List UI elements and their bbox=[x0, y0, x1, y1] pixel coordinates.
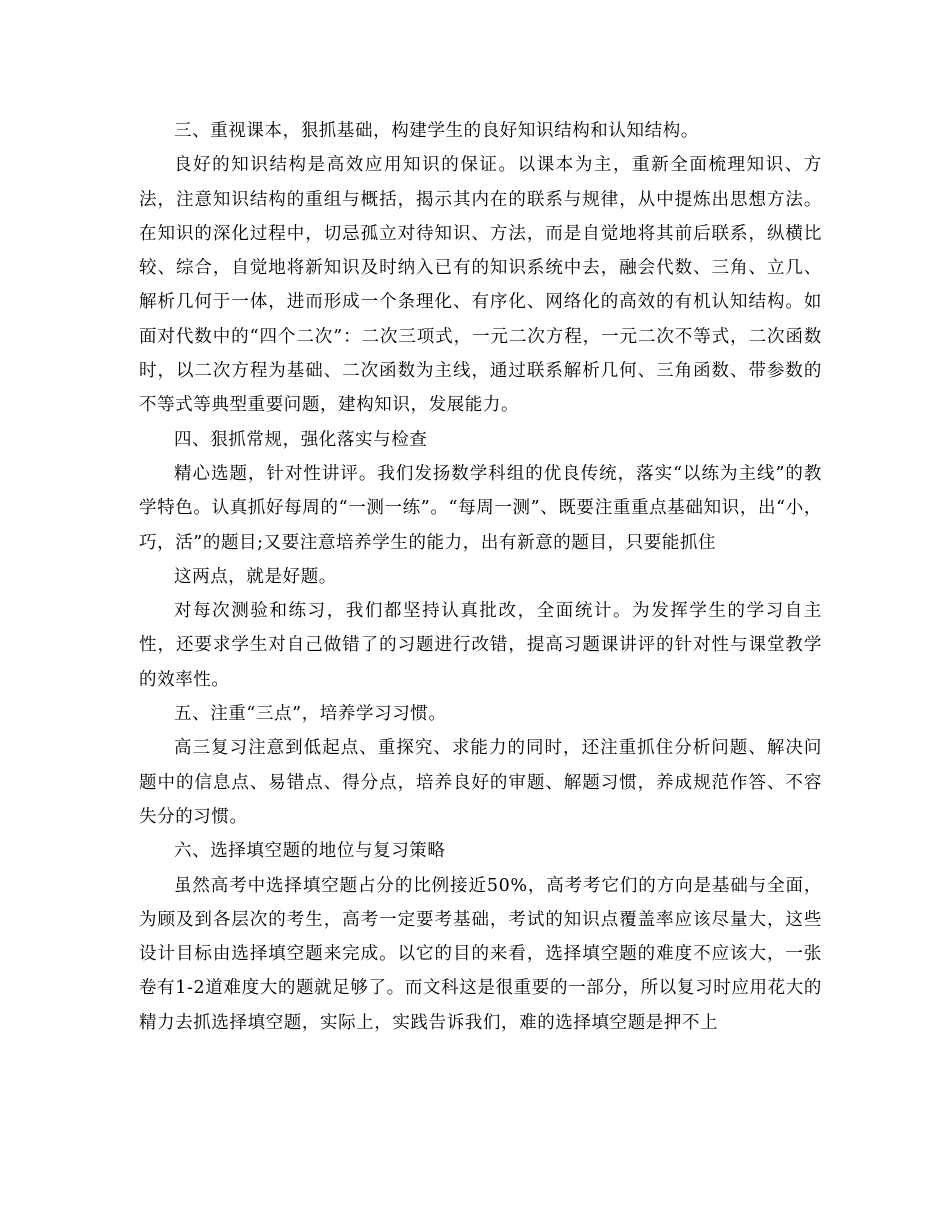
section-heading-5: 五、注重“三点”，培养学习习惯。 bbox=[174, 704, 447, 725]
body-paragraph: 这两点，就是好题。 bbox=[174, 566, 337, 587]
section-heading-4: 四、狠抓常规，强化落实与检查 bbox=[174, 429, 428, 450]
body-paragraph: 精心选题，针对性讲评。我们发扬数学科组的优良传统，落实“以练为主线”的教学特色。认真抓好每周的“一测一练”。“每周一测”、既要注重重点基础知识，出“小，巧，活”的题目;又要注意培养学生的能力，出有新意的题目，只要能抓住 bbox=[139, 463, 822, 553]
body-paragraph: 对每次测验和练习，我们都坚持认真批改，全面统计。为发挥学生的学习自主性，还要求学生对自己做错了的习题进行改错，提高习题课讲评的针对性与课堂教学的效率性。 bbox=[139, 601, 822, 690]
body-paragraph: 良好的知识结构是高效应用知识的保证。以课本为主，重新全面梳理知识、方法，注意知识结构的重组与概括，揭示其内在的联系与规律，从中提炼出思想方法。在知识的深化过程中，切忌孤立对待知识、方法，而是自觉地将其前后联系，纵横比较、综合，自觉地将新知识及时纳入已有的知识系统中去，融会代数、三角、立几、解析几何于一体，进而形成一个条理化、有序化、网络化的高效的有机认知结构。如面对代数中的“四个二次”：二次三项式，一元二次方程，一元二次不等式，二次函数时，以二次方程为基础、二次函数为主线，通过联系解析几何、三角函数、带参数的不等式等典型重要问题，建构知识，发展能力。 bbox=[139, 155, 822, 416]
body-paragraph: 虽然高考中选择填空题占分的比例接近50%，高考考它们的方向是基础与全面，为顾及到各层次的考生，高考一定要考基础，考试的知识点覆盖率应该尽量大，这些设计目标由选择填空题来完成。以它的目的来看，选择填空题的难度不应该大，一张卷有1-2道难度大的题就足够了。而文科这是很重要的一部分，所以复习时应用花大的精力去抓选择填空题，实际上，实践告诉我们，难的选择填空题是押不上 bbox=[139, 875, 822, 1033]
section-heading-6: 六、选择填空题的地位与复习策略 bbox=[174, 841, 446, 862]
document-body bbox=[139, 114, 822, 1040]
section-heading-3: 三、重视课本，狠抓基础，构建学生的良好知识结构和认知结构。 bbox=[174, 121, 699, 141]
body-paragraph: 高三复习注意到低起点、重探究、求能力的同时，还注重抓住分析问题、解决问题中的信息点、易错点、得分点，培养良好的审题、解题习惯，养成规范作答、不容失分的习惯。 bbox=[139, 738, 822, 827]
